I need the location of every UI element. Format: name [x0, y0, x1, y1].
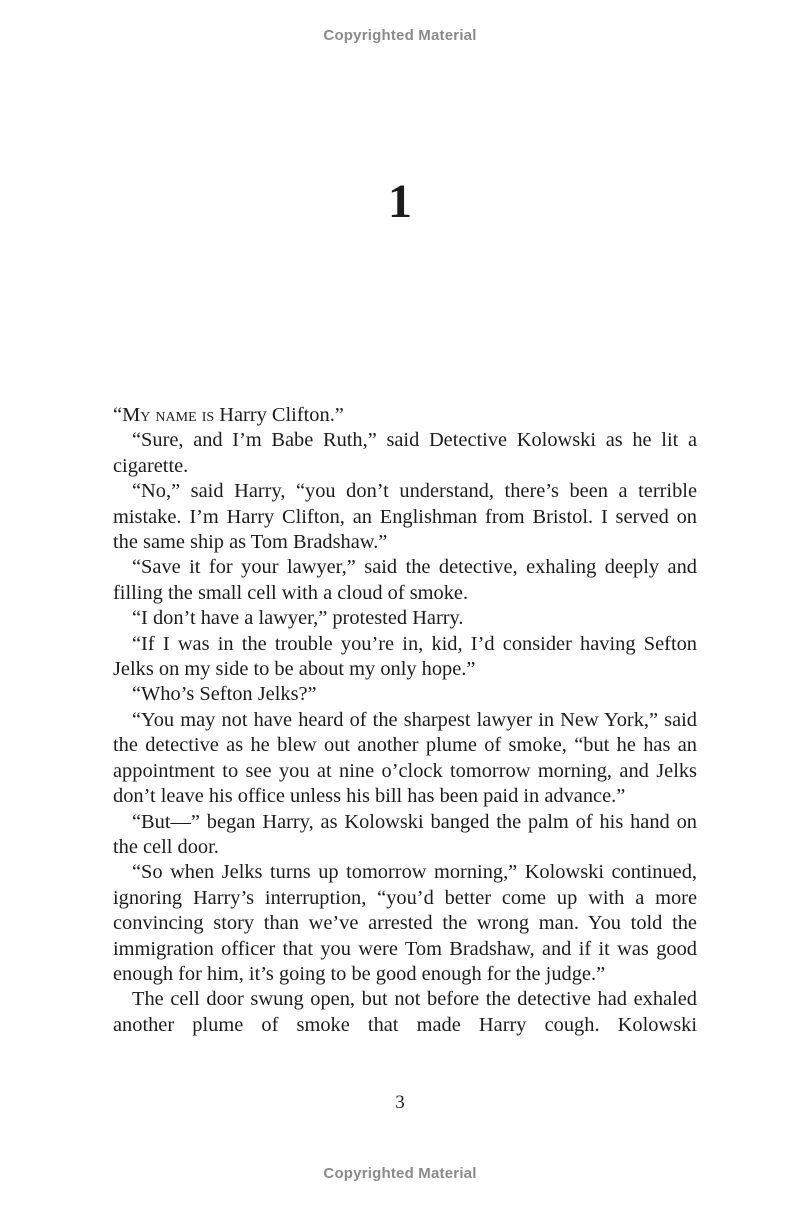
copyright-watermark-bottom: Copyrighted Material: [323, 1165, 477, 1182]
paragraph-11: The cell door swung open, but not before the detective had exhaled another plume of smoke that made Harry cough. Kolowski: [113, 988, 697, 1036]
page-number: 3: [395, 1092, 405, 1113]
paragraph-5: “I don’t have a lawyer,” protested Harry.: [132, 607, 464, 630]
paragraph-1: [113, 403, 697, 428]
paragraph-10: “So when Jelks turns up tomorrow morning,” Kolowski continued, ignoring Harry’s interruption, “you’d better come up with a more convincing story than we’ve arrested the wrong man. You told the immigration officer that you were Tom Bradshaw, and if it was good enough for him, it’s going to be good enough for the judge.”: [113, 861, 697, 985]
small-caps-lead: My name is: [122, 404, 215, 426]
paragraph-4: “Save it for your lawyer,” said the detective, exhaling deeply and filling the small cell with a cloud of smoke.: [113, 556, 697, 604]
paragraph-8: “You may not have heard of the sharpest lawyer in New York,” said the detective as he blew out another plume of smoke, “but he has an appointment to see you at nine o’clock tomorrow morning, and Jelks don’t leave his office unless his bill has been paid in advance.”: [113, 708, 697, 808]
paragraph-1-rest: Harry Clifton.”: [214, 404, 344, 426]
copyright-watermark-top: Copyrighted Material: [323, 27, 477, 44]
paragraph-9: “But—” began Harry, as Kolowski banged the palm of his hand on the cell door.: [113, 810, 697, 858]
chapter-number: 1: [388, 175, 412, 228]
opening-quote: “: [113, 404, 123, 426]
paragraph-6: “If I was in the trouble you’re in, kid, I’d consider having Sefton Jelks on my side to be about my only hope.”: [113, 632, 697, 681]
paragraph-3: “No,” said Harry, “you don’t understand, there’s been a terrible mistake. I’m Harry Clifton, an Englishman from Bristol. I served on the same ship as Tom Bradshaw.”: [113, 480, 697, 554]
paragraph-7: “Who’s Sefton Jelks?”: [132, 683, 317, 706]
chapter-body: [113, 403, 697, 1038]
paragraph-2: “Sure, and I’m Babe Ruth,” said Detective Kolowski as he lit a cigarette.: [113, 429, 697, 477]
